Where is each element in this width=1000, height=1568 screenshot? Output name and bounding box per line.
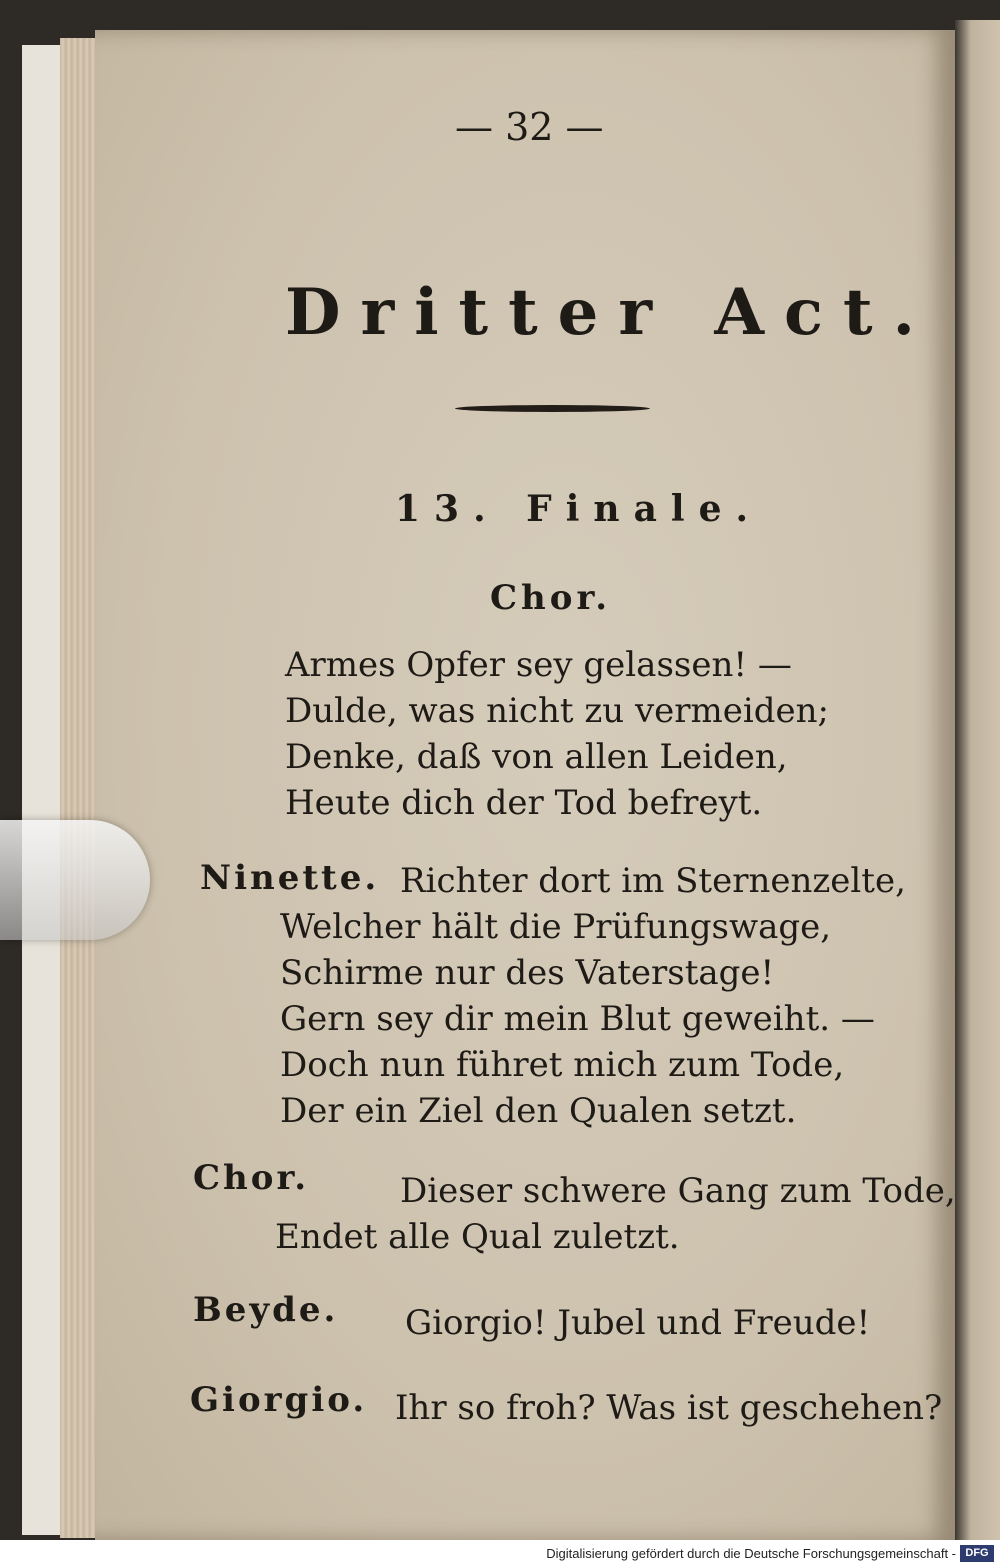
verse-line: Ihr so froh? Was ist geschehen? xyxy=(395,1388,943,1428)
speaker-beyde: Beyde. xyxy=(193,1290,339,1330)
speaker-giorgio: Giorgio. xyxy=(190,1380,368,1420)
chorus-heading: Chor. xyxy=(490,578,612,618)
title-rule xyxy=(455,405,650,412)
background-paper-strip xyxy=(22,45,62,1535)
verse-line: Dieser schwere Gang zum Tode, xyxy=(400,1171,956,1211)
digitization-footer xyxy=(0,1540,1000,1568)
verse-line: Gern sey dir mein Blut geweiht. — xyxy=(280,999,875,1039)
page-number: — 32 — xyxy=(455,105,604,149)
facing-page-edge xyxy=(955,20,1000,1540)
dfg-logo: DFG xyxy=(960,1545,994,1562)
ninette-verse xyxy=(280,904,875,1134)
speaker-chor: Chor. xyxy=(193,1158,310,1198)
verse-line: Armes Opfer sey gelassen! — xyxy=(285,645,792,685)
verse-line: Dulde, was nicht zu vermeiden; xyxy=(285,691,830,731)
verse-line: Giorgio! Jubel und Freude! xyxy=(405,1303,871,1343)
section-title: 13. Finale. xyxy=(395,488,763,530)
speaker-ninette: Ninette. xyxy=(200,858,380,898)
verse-line: Doch nun führet mich zum Tode, xyxy=(280,1045,845,1085)
verse-line: Richter dort im Sternenzelte, xyxy=(400,861,906,901)
verse-line: Denke, daß von allen Leiden, xyxy=(285,737,788,777)
verse-line: Schirme nur des Vaterstage! xyxy=(280,953,775,993)
funding-credit: Digitalisierung gefördert durch die Deutsche Forschungsgemeinschaft - xyxy=(546,1546,956,1561)
page-holder-clip xyxy=(0,820,150,940)
verse-line: Der ein Ziel den Qualen setzt. xyxy=(280,1091,797,1131)
verse-line: Heute dich der Tod befreyt. xyxy=(285,783,763,823)
act-title: Dritter Act. xyxy=(285,275,935,350)
book-page-edges xyxy=(60,38,100,1538)
verse-line: Welcher hält die Prüfungswage, xyxy=(280,907,832,947)
chorus-verse xyxy=(285,642,829,826)
verse-line: Endet alle Qual zuletzt. xyxy=(275,1217,680,1257)
